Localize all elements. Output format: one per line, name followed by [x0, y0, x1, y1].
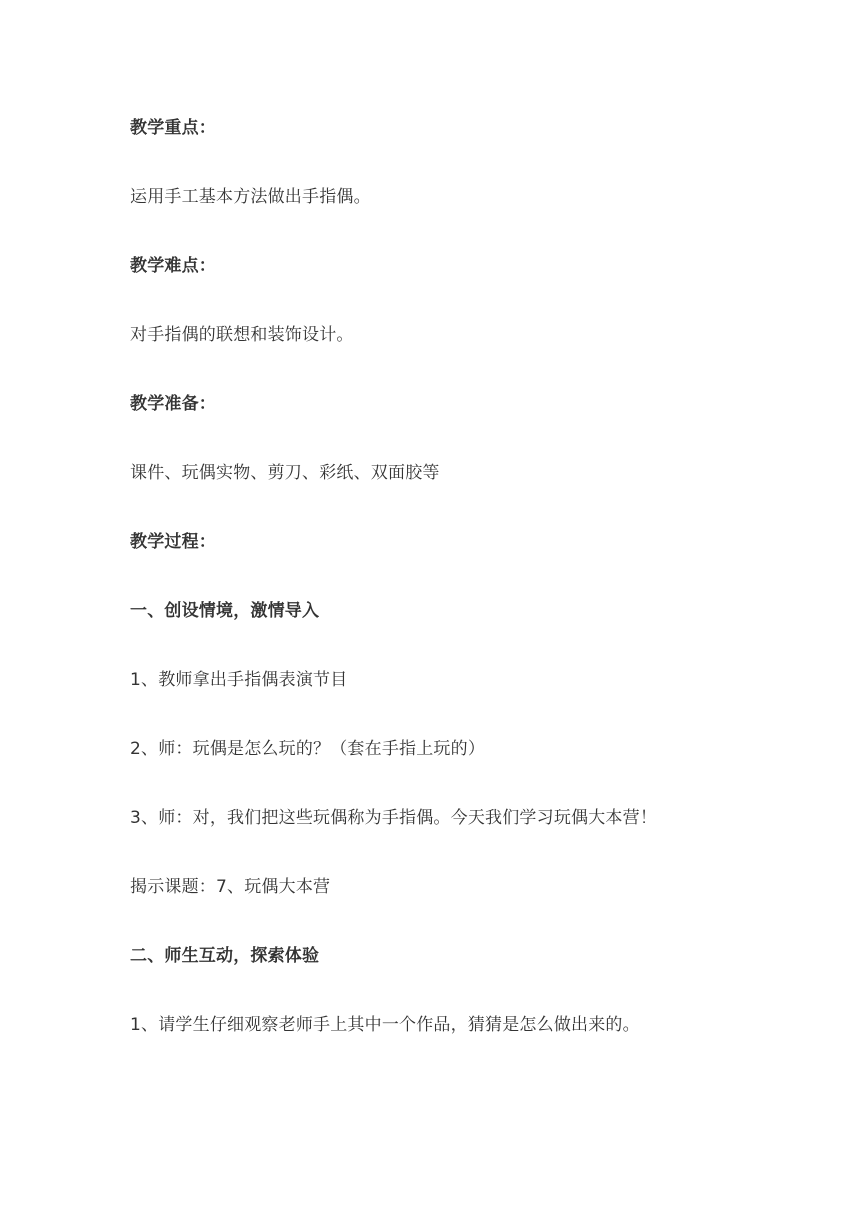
heading-key-points: 教学重点： [130, 118, 216, 138]
paragraph-topic: 揭示课题：7、玩偶大本营 [130, 877, 331, 897]
list-item: 1、教师拿出手指偶表演节目 [130, 670, 348, 690]
section-heading-1: 一、创设情境，激情导入 [130, 601, 320, 621]
list-item: 3、师：对，我们把这些玩偶称为手指偶。今天我们学习玩偶大本营！ [130, 808, 658, 828]
list-item: 1、请学生仔细观察老师手上其中一个作品，猜猜是怎么做出来的。 [130, 1015, 640, 1035]
heading-process: 教学过程： [130, 532, 216, 552]
paragraph-key-points: 运用手工基本方法做出手指偶。 [130, 187, 371, 207]
section-heading-2: 二、师生互动，探索体验 [130, 946, 320, 966]
heading-difficulties: 教学难点： [130, 256, 216, 276]
list-item: 2、师：玩偶是怎么玩的？（套在手指上玩的） [130, 739, 486, 759]
paragraph-preparation: 课件、玩偶实物、剪刀、彩纸、双面胶等 [130, 463, 440, 483]
heading-preparation: 教学准备： [130, 394, 216, 414]
paragraph-difficulties: 对手指偶的联想和装饰设计。 [130, 325, 354, 345]
